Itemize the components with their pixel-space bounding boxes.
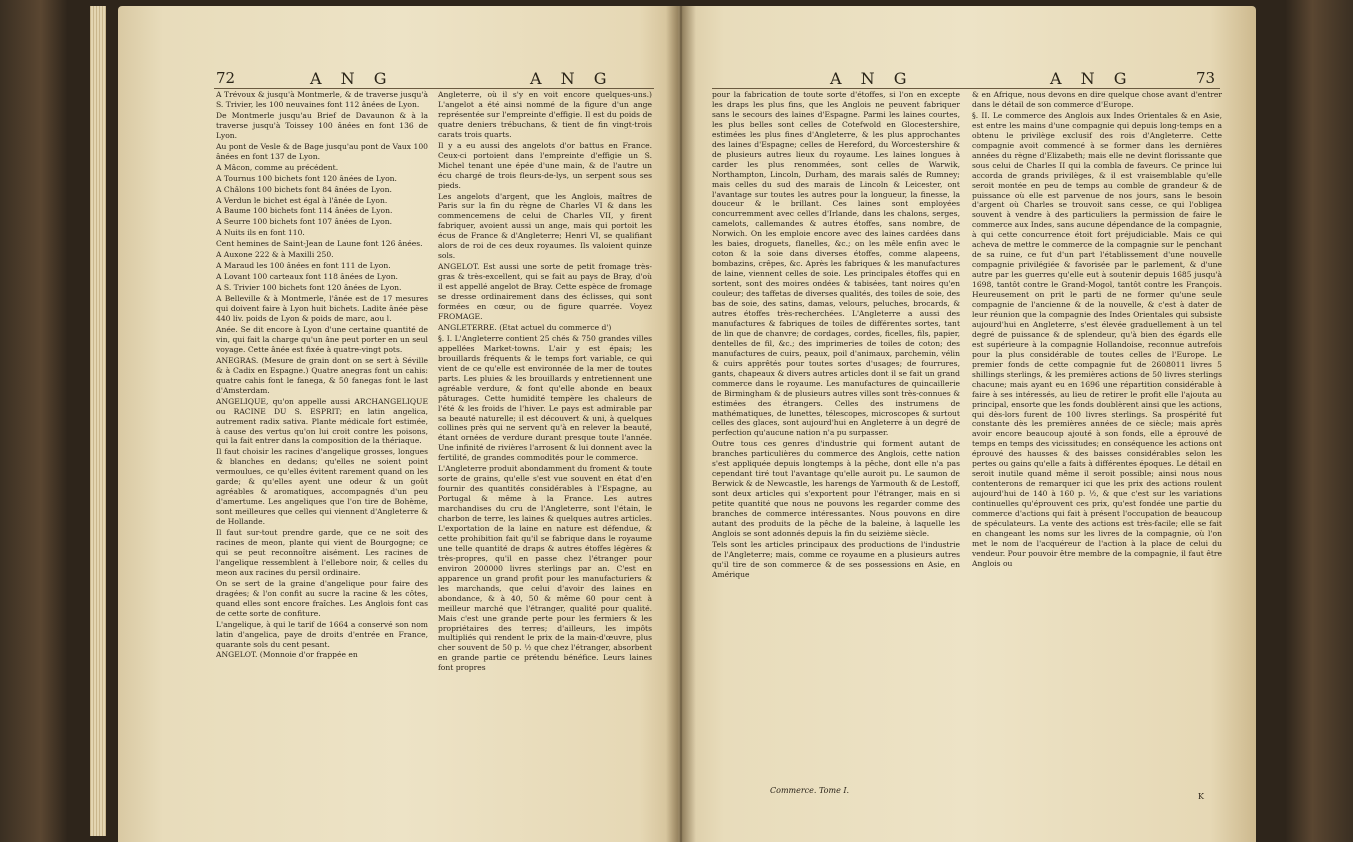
paragraph: A Trévoux & jusqu'à Montmerle, & de traverse jusqu'à S. Trivier, les 100 neuvaines font 112 ânées de Lyon. — [216, 90, 428, 109]
paragraph: ANGELOT. Est aussi une sorte de petit fromage très-gras & très-excellent, qui se fait au pays de Bray, d'où il est appellé angelot de Bray. Cette espèce de fromage se dresse ordinairement dans des éclisses, qui sont formées en cœur, ou de figure quarrée. Voyez FROMAGE. — [438, 262, 652, 321]
paragraph: §. I. L'Angleterre contient 25 chés & 750 grandes villes appellées Market-towns. L'air y est épais; les brouillards fréquents & le temps fort variable, ce qui vient de ce qu'elle est environnée de la mer de toutes parts. Les pluies & les brouillards y entretiennent une agréable verdure, & font qu'elle abonde en beaux pâturages. Cette humidité tempère les chaleurs de l'été & les froids de l'hiver. Le pays est admirable par sa beauté naturelle; il est découvert & uni, à quelques collines près qui ne servent qu'à en relever la beauté, étant ornées de verdure durant presque toute l'année. Une infinité de rivières l'arrosent & lui donnent avec la fertilité, de grandes commodités pour le commerce. — [438, 333, 652, 463]
right-column-2 — [972, 90, 1222, 569]
open-book — [16, 6, 1338, 842]
paragraph: A Baume 100 bichets font 114 ânées de Lyon. — [216, 206, 393, 216]
paragraph: ANGLETERRE. (Etat actuel du commerce d') — [438, 322, 612, 332]
right-page — [678, 6, 1256, 842]
paragraph: A Mâcon, comme au précédent. — [216, 162, 339, 172]
paragraph: ANGELOT. (Monnoie d'or frappée en — [216, 650, 358, 660]
right-running-head-1: A N G — [830, 69, 914, 88]
paragraph: Il faut sur-tout prendre garde, que ce ne soit des racines de meon, plante qui vient de Bourgogne; ce qui se peut reconnoître aisément. Les racines de l'angelique ressemblent à l'ellebore noir, & celles du meon aux racines du persil ordinaire. — [216, 528, 428, 577]
paragraph: A Lovant 100 carteaux font 118 ânées de Lyon. — [216, 272, 398, 282]
left-header-rule — [214, 88, 654, 89]
paragraph: Angleterre, où il s'y en voit encore quelques-uns.) L'angelot a été ainsi nommé de la figure d'un ange représentée sur l'empreinte d'effigie. Il est du poids de quatre deniers trébuchans, & tient de fin vingt-trois carats trois quarts. — [438, 90, 652, 139]
left-column-1 — [216, 90, 428, 660]
paragraph: A Seurre 100 bichets font 107 ânées de Lyon. — [216, 217, 393, 227]
paragraph: L'Angleterre produit abondamment du froment & toute sorte de grains, qu'elle s'est vue souvent en état d'en fournir des quantités considérables à l'Espagne, au Portugal & même à la France. Les autres marchandises du cru de l'Angleterre, sont l'étain, le charbon de terre, les laines & quelques autres articles. L'exportation de la laine en nature est défendue, & cette prohibition fait qu'il se fabrique dans le royaume une telle quantité de draps & autres étoffes légères & très-propres, qu'il en passe chez l'étranger pour environ 200000 livres sterlings par an. C'est en apparence un grand profit pour les manufacturiers & les marchands, que celui d'avoir des laines en abondance, & à 40, 50 & même 60 pour cent à meilleur marché que l'étranger, qualité pour qualité. Mais c'est une grande perte pour les fermiers & les propriétaires des terres; d'ailleurs, les impôts multipliés qui rendent le prix de la main-d'œuvre, plus cher souvent de 50 p. ½ que chez l'étranger, absorbent en grande partie ce prétendu bénéfice. Leurs laines font propres — [438, 464, 652, 673]
paragraph: ANGELIQUE, qu'on appelle aussi ARCHANGELIQUE ou RACINE DU S. ESPRIT; en latin angelica, autrement radix sativa. Plante médicale fort estimée, à cause des vertus qu'on lui croit contre les poisons, qui la fait entrer dans la composition de la thériaque. — [216, 396, 428, 446]
paragraph: A Auxone 222 & à Maxilli 250. — [216, 250, 334, 260]
paragraph: & en Afrique, nous devons en dire quelque chose avant d'entrer dans le détail de son commerce d'Europe. — [972, 90, 1222, 109]
paragraph: A Verdun le bichet est égal à l'ânée de Lyon. — [216, 195, 388, 205]
paragraph: A Belleville & à Montmerle, l'ânée est de 17 mesures qui doivent faire à Lyon huit bichets. Ladite ânée pèse 440 liv. poids de Lyon & poids de marc, aou l. — [216, 294, 428, 324]
paragraph: L'angelique, à qui le tarif de 1664 a conservé son nom latin d'angelica, paye de droits d'entrée en France, quarante sols du cent pesant. — [216, 619, 428, 649]
left-page-number: 72 — [216, 69, 236, 87]
paragraph: Il y a eu aussi des angelots d'or battus en France. Ceux-ci portoient dans l'empreinte d'effigie un S. Michel tenant une épée d'une main, & de l'autre un écu chargé de trois fleurs-de-lys, un serpent sous ses pieds. — [438, 140, 652, 190]
signature-line: Commerce. Tome I. — [770, 786, 850, 795]
right-page-number: 73 — [1196, 69, 1216, 87]
left-page — [118, 6, 684, 842]
paragraph: pour la fabrication de toute sorte d'étoffes, si l'on en excepte les draps les plus fins, que les Anglois ne peuvent fabriquer sans le secours des laines d'Espagne. Parmi les laines courtes, les plus belles sont celles de Cotefwold en Glocestershire, estimées les plus fines d'Angleterre, & les plus approchantes des laines d'Espagne; celles de Hereford, du Worcestershire & de plusieurs autres lieux du royaume. Les laines longues à carder les plus renommées, sont celles de Warwik, Northampton, Lincoln, Durham, des marais salés de Rumney; mais celles du sud des marais de Lincoln & Leicester, ont l'avantage sur toutes les autres pour la longueur, la finesse, la douceur & le brillant. Ces laines sont employées concurremment avec celles d'Irlande, dans les chalons, serges, camelots, callemandes & autres étoffes, sans nombre, de Norwich. On les emploie encore avec des laines cardées dans les baies, droguets, flanelles, &c.; on les mêle enfin avec le coton & la soie dans diverses étoffes, comme alapeens, bombazins, crêpes, &c. Après les fabriques & les manufactures de laine, viennent celles de soie. Les principales étoffes qui en sortent, sont des moires ondées & tabisées, tant noires qu'en couleur; des taffetas de diverses qualités, des toiles de soie, des bas de soie, des satins, damas, velours, peluches, brocards, & autres étoffes très-recherchées. L'Angleterre a aussi des manufactures & fabriques de toiles de différentes sortes, tant de lin que de chanvre; de cordages, cordes, ficelles, fils, papier, dentelles de fil, &c.; des imprimeries de toiles de coton; des manufactures de cuirs, peaux, poil d'animaux, parchemin, vélin & cuirs apprêtés pour toutes sortes d'usages; de fourrures, gants, chapeaux & divers autres articles dont il se fait un grand commerce dans le royaume. Les manufactures de quincaillerie de Birmingham & de plusieurs autres villes sont très-connues & estimées des étrangers. Celles des instrumens de mathématiques, de lunettes, télescopes, microscopes & surtout celles des glaces, sont aujourd'hui en Angleterre à un degré de perfection qu'aucune nation n'a pu surpasser. — [712, 90, 960, 438]
paragraph: Cent hemines de Saint-Jean de Laune font 126 ânées. — [216, 239, 423, 249]
paragraph: A Nuits ils en font 110. — [216, 228, 305, 238]
paragraph: Les angelots d'argent, que les Anglois, maîtres de Paris sur la fin du règne de Charles VI & dans les commencemens de celui de Charles VII, y firent fabriquer, avoient aussi un ange, mais qui portoit les écus de France & d'Angleterre; Henri VI, se qualifiant alors de roi de ces deux royaumes. Ils valoient quinze sols. — [438, 191, 652, 261]
paragraph: A S. Trivier 100 bichets font 120 ânées de Lyon. — [216, 283, 402, 293]
left-column-2 — [438, 90, 652, 673]
left-running-head-2: A N G — [530, 69, 614, 88]
paragraph: ANEGRAS. (Mesure de grain dont on se sert à Séville & à Cadix en Espagne.) Quatre anegras font un cahis: quatre cahis font le fanega, & 50 fanegas font le last d'Amsterdam. — [216, 355, 428, 395]
paragraph: Tels sont les articles principaux des productions de l'industrie de l'Angleterre; mais, comme ce royaume en a plusieurs autres qu'il tire de son commerce & de ses possessions en Asie, en Amérique — [712, 539, 960, 579]
paragraph: De Montmerle jusqu'au Brief de Davaunon & à la traverse jusqu'à Toissey 100 ânées en font 136 de Lyon. — [216, 110, 428, 140]
right-header-rule — [712, 88, 1220, 89]
paragraph: Au pont de Vesle & de Bage jusqu'au pont de Vaux 100 ânées en font 137 de Lyon. — [216, 141, 428, 161]
book-gutter — [666, 6, 696, 842]
catchword: K — [1198, 792, 1204, 801]
left-running-head-1: A N G — [310, 69, 394, 88]
paragraph: A Tournus 100 bichets font 120 ânées de Lyon. — [216, 173, 397, 183]
paragraph: A Châlons 100 bichets font 84 ânées de Lyon. — [216, 184, 392, 194]
paragraph: Outre tous ces genres d'industrie qui forment autant de branches particulières du commerce des Anglois, cette nation s'est appliquée depuis longtemps à la pêche, dont elle n'a pas cependant tiré tout l'avantage qu'elle auroit pu. Le saumon de Berwick & de Newcastle, les harengs de Yarmouth & de Lestoff, sont deux articles qui s'exportent pour l'étranger, mais en si petite quantité que nous ne pouvons les regarder comme des branches de commerce intéressantes. Nous pouvons en dire autant des produits de la pêche de la baleine, à laquelle les Anglois se sont adonnés depuis la fin du seizième siècle. — [712, 439, 960, 538]
right-column-1 — [712, 90, 960, 580]
paragraph: Anée. Se dit encore à Lyon d'une certaine quantité de vin, qui fait la charge qu'un âne peut porter en un seul voyage. Cette ânée est fixée à quatre-vingt pots. — [216, 324, 428, 354]
paragraph: A Maraud les 100 ânées en font 111 de Lyon. — [216, 261, 391, 271]
paragraph: On se sert de la graine d'angelique pour faire des dragées; & l'on confit au sucre la racine & les côtes, quand elles sont encore fraîches. Les Anglois font cas de cette sorte de confiture. — [216, 578, 428, 618]
right-running-head-2: A N G — [1050, 69, 1134, 88]
paragraph: Il faut choisir les racines d'angelique grosses, longues & blanches en dedans; qu'elles ne soient point vermoulues, ce qu'elles évitent rarement quand on les garde; & qu'elles ayent une odeur & un goût agréables & aromatiques, accompagnés d'un peu d'amertume. Les angeliques que l'on tire de Bohème, sont meilleures que celles qui viennent d'Angleterre & de Hollande. — [216, 447, 428, 527]
paragraph: §. II. Le commerce des Anglois aux Indes Orientales & en Asie, est entre les mains d'une compagnie qui depuis long-temps en a obtenu le privilège exclusif des rois d'Angleterre. Cette compagnie avoit commencé à se former dans les dernières années du règne d'Elizabeth; mais elle ne devint florissante que sous celui de Charles II qui la combla de faveurs. Ce prince lui accorda de grands privilèges, & il est vraisemblable qu'elle seroit montée en peu de temps au comble de grandeur & de puissance où elle est parvenue de nos jours, sans le besoin d'argent où Charles se trouvoit sans cesse, ce qui l'obligea souvent à vendre à des particuliers la permission de faire le commerce aux Indes, sans aucune dépendance de la compagnie, à qui cette concurrence étoit fort préjudiciable. Mais ce qui acheva de mettre le commerce de la compagnie sur le penchant de sa ruine, ce fut d'un part l'établissement d'une nouvelle compagnie privilégiée & favorisée par le parlement, & d'une autre par les guerres qu'elle eut à soutenir depuis 1685 jusqu'à 1698, tantôt contre le Grand-Mogol, tantôt contre les François. Heureusement on prit le parti de ne former qu'une seule compagnie de l'ancienne & de la nouvelle, & c'est à dater de leur réunion que la compagnie des Indes Orientales qui subsiste aujourd'hui en Angleterre, s'est élevée graduellement à un tel degré de puissance & de splendeur, qu'à bien des égards elle est supérieure à la compagnie Hollandoise, reconnue autrefois pour la plus considérable de toutes celles de l'Europe. Le premier fonds de cette compagnie fut de 2608011 livres 5 shillings sterlings, & les premières actions de 50 livres sterlings chacune; mais ayant eu en 1696 une répartition considérable à faire à ses intéressés, au lieu de retirer le profit elle l'ajouta au principal, ensorte que les fonds doublèrent ainsi que les actions, qui dès-lors furent de 100 livres sterlings. Sa prospérité fut constante dès les premières années de ce siècle; mais après avoir encore beaucoup ajouté à son fonds, elle a éprouvé de temps en temps des vicissitudes; en conséquence les actions ont éprouvé des hausses & des baisses considérables selon les pertes ou gains qu'elle a faits à différentes époques. Le détail en seroit inutile quand même il seroit possible; ainsi nous nous contenterons de remarquer ici que les prix des actions roulent aujourd'hui de 140 à 160 p. ½, & que c'est sur les variations continuelles qu'éprouvent ces prix, qu'est fondée une partie du commerce d'actions qui fait à présent l'occupation de beaucoup de spéculateurs. La vente des actions est très-facile; elle se fait en changeant les noms sur les livres de la compagnie, où l'on met le nom de l'acquéreur de l'action à la place de celui du vendeur. Pour pouvoir être membre de la compagnie, il faut être Anglois ou — [972, 110, 1222, 568]
